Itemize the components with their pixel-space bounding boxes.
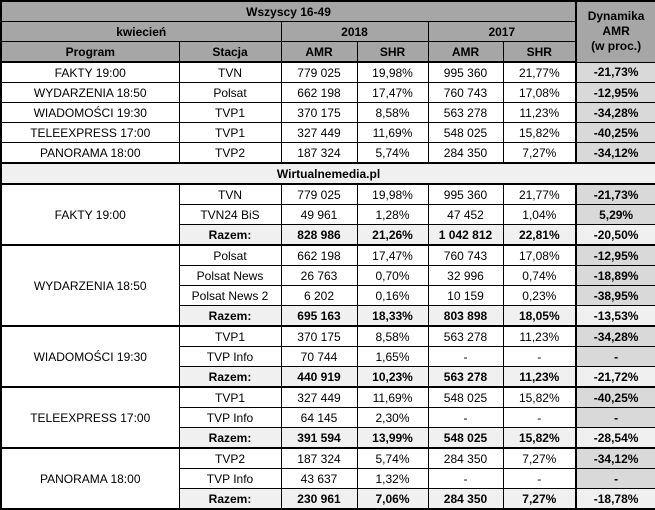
group-row [1,326,655,347]
station-cell: TVN [179,184,281,205]
amr-2018-cell: 779 025 [281,62,357,83]
shr-2017-cell: 11,23% [503,326,576,347]
amr-2017-cell: 47 452 [428,205,503,225]
station-cell: Polsat News [179,266,281,286]
amr-2017-cell: 284 350 [428,143,503,164]
amr-2017-cell: 563 278 [428,367,503,388]
dynamics-cell: -21,72% [576,367,655,388]
amr-2017-cell: 760 743 [428,83,503,103]
dynamics-cell: - [576,347,655,367]
station-cell: TVP2 [179,448,281,469]
program-cell: PANORAMA 18:00 [1,143,179,164]
amr-2017-cell: 563 278 [428,326,503,347]
dynamics-cell: - [576,408,655,428]
dynamics-cell: -18,89% [576,266,655,286]
station-cell: TVP1 [179,103,281,123]
dynamics-cell: -12,95% [576,245,655,266]
shr-2017-cell: 17,08% [503,83,576,103]
amr-2017-cell: - [428,469,503,489]
dynamics-cell: -34,28% [576,103,655,123]
shr-2017-cell: 0,74% [503,266,576,286]
amr-2017-cell: 995 360 [428,62,503,83]
brand-label: Wirtualnemedia.pl [1,163,655,184]
shr-2018-cell: 8,58% [357,103,428,123]
amr-2018-cell: 662 198 [281,245,357,266]
amr-2018-cell: 43 637 [281,469,357,489]
dynamics-cell: -18,78% [576,489,655,510]
amr-2018-cell: 49 961 [281,205,357,225]
shr-2017-cell: 15,82% [503,123,576,143]
amr-2018-cell: 828 986 [281,225,357,246]
shr-2018-cell: 5,74% [357,143,428,164]
shr-2018-cell: 21,26% [357,225,428,246]
dynamics-header-line1: Dynamika [587,9,645,24]
shr-2017-cell: 15,82% [503,387,576,408]
shr-2017-cell: 7,27% [503,143,576,164]
shr-2018-column-header: SHR [357,42,428,63]
shr-2017-cell: 22,81% [503,225,576,246]
summary-row [1,103,655,123]
amr-2017-cell: - [428,347,503,367]
shr-2017-cell: 21,77% [503,184,576,205]
amr-2017-cell: 995 360 [428,184,503,205]
station-cell: TVP1 [179,123,281,143]
dynamics-cell: -34,12% [576,448,655,469]
amr-2018-cell: 695 163 [281,306,357,327]
header-row-period [1,22,655,42]
shr-2018-cell: 19,98% [357,184,428,205]
shr-2017-cell: - [503,347,576,367]
station-column-header: Stacja [179,42,281,63]
amr-2017-cell: 1 042 812 [428,225,503,246]
station-cell: TVP Info [179,469,281,489]
shr-2017-cell: 7,27% [503,448,576,469]
dynamics-cell: -13,53% [576,306,655,327]
shr-2017-cell: 0,23% [503,286,576,306]
shr-2017-cell: 11,23% [503,367,576,388]
amr-2018-cell: 187 324 [281,448,357,469]
station-cell: TVN [179,62,281,83]
program-cell: FAKTY 19:00 [1,184,179,245]
dynamics-cell: -20,50% [576,225,655,246]
shr-2018-cell: 1,65% [357,347,428,367]
station-cell: TVP Info [179,347,281,367]
dynamics-cell: -40,25% [576,123,655,143]
shr-2017-cell: 21,77% [503,62,576,83]
summary-row [1,143,655,164]
amr-2017-column-header: AMR [428,42,503,63]
summary-row [1,123,655,143]
program-cell: WIADOMOŚCI 19:30 [1,103,179,123]
shr-2017-cell: 17,08% [503,245,576,266]
amr-2017-cell: 803 898 [428,306,503,327]
brand-row [1,163,655,184]
dynamics-cell: -40,25% [576,387,655,408]
total-label-cell: Razem: [179,306,281,327]
dynamics-cell: -21,73% [576,62,655,83]
station-cell: TVP2 [179,143,281,164]
amr-2018-cell: 370 175 [281,103,357,123]
amr-2017-cell: 548 025 [428,387,503,408]
month-header: kwiecień [1,22,281,42]
shr-2018-cell: 17,47% [357,83,428,103]
shr-2018-cell: 11,69% [357,123,428,143]
dynamics-column-header [576,1,655,62]
group-row [1,184,655,205]
shr-2018-cell: 7,06% [357,489,428,510]
amr-2017-cell: 10 159 [428,286,503,306]
shr-2017-cell: 11,23% [503,103,576,123]
program-cell: WYDARZENIA 18:50 [1,83,179,103]
header-row-audience [1,1,655,22]
shr-2017-cell: - [503,408,576,428]
shr-2017-cell: - [503,469,576,489]
program-cell: WIADOMOŚCI 19:30 [1,326,179,387]
shr-2018-cell: 13,99% [357,428,428,449]
dynamics-cell: -38,95% [576,286,655,306]
station-cell: TVP Info [179,408,281,428]
header-row-columns [1,42,655,63]
year-2017-header: 2017 [428,22,576,42]
dynamics-cell: - [576,469,655,489]
shr-2018-cell: 18,33% [357,306,428,327]
amr-2018-cell: 779 025 [281,184,357,205]
total-label-cell: Razem: [179,428,281,449]
shr-2018-cell: 1,32% [357,469,428,489]
shr-2018-cell: 10,23% [357,367,428,388]
station-cell: TVN24 BiS [179,205,281,225]
amr-2018-cell: 440 919 [281,367,357,388]
shr-2018-cell: 19,98% [357,62,428,83]
amr-2017-cell: 548 025 [428,428,503,449]
shr-2018-cell: 8,58% [357,326,428,347]
dynamics-cell: -12,95% [576,83,655,103]
amr-2017-cell: 548 025 [428,123,503,143]
station-cell: TVP1 [179,326,281,347]
amr-2018-cell: 187 324 [281,143,357,164]
amr-2017-cell: 760 743 [428,245,503,266]
amr-2018-cell: 230 961 [281,489,357,510]
program-cell: PANORAMA 18:00 [1,448,179,509]
shr-2018-cell: 0,70% [357,266,428,286]
shr-2018-cell: 11,69% [357,387,428,408]
group-row [1,387,655,408]
shr-2017-cell: 1,04% [503,205,576,225]
program-cell: TELEEXPRESS 17:00 [1,123,179,143]
dynamics-cell: -28,54% [576,428,655,449]
dynamics-cell: -34,28% [576,326,655,347]
group-row [1,448,655,469]
audience-header: Wszyscy 16-49 [1,1,576,22]
amr-2018-cell: 70 744 [281,347,357,367]
program-column-header: Program [1,42,179,63]
amr-2018-cell: 327 449 [281,123,357,143]
dynamics-header-line3: (w proc.) [591,39,642,54]
station-cell: TVP1 [179,387,281,408]
shr-2017-cell: 7,27% [503,489,576,510]
shr-2017-cell: 18,05% [503,306,576,327]
summary-row [1,62,655,83]
group-row [1,245,655,266]
shr-2018-cell: 5,74% [357,448,428,469]
amr-2018-cell: 26 763 [281,266,357,286]
amr-2018-cell: 6 202 [281,286,357,306]
program-cell: FAKTY 19:00 [1,62,179,83]
amr-2017-cell: - [428,408,503,428]
shr-2018-cell: 1,28% [357,205,428,225]
amr-2018-cell: 327 449 [281,387,357,408]
year-2018-header: 2018 [281,22,428,42]
total-label-cell: Razem: [179,367,281,388]
amr-2018-cell: 370 175 [281,326,357,347]
shr-2018-cell: 2,30% [357,408,428,428]
amr-2017-cell: 284 350 [428,489,503,510]
dynamics-header-line2: AMR [602,24,630,39]
shr-2018-cell: 0,16% [357,286,428,306]
shr-2017-column-header: SHR [503,42,576,63]
dynamics-cell: -21,73% [576,184,655,205]
amr-2017-cell: 563 278 [428,103,503,123]
station-cell: Polsat [179,245,281,266]
amr-2018-column-header: AMR [281,42,357,63]
program-cell: WYDARZENIA 18:50 [1,245,179,326]
station-cell: Polsat [179,83,281,103]
shr-2018-cell: 17,47% [357,245,428,266]
total-label-cell: Razem: [179,225,281,246]
table-body [1,62,655,509]
summary-row [1,83,655,103]
station-cell: Polsat News 2 [179,286,281,306]
dynamics-cell: 5,29% [576,205,655,225]
amr-2017-cell: 284 350 [428,448,503,469]
amr-2018-cell: 64 145 [281,408,357,428]
program-cell: TELEEXPRESS 17:00 [1,387,179,448]
amr-2017-cell: 32 996 [428,266,503,286]
dynamics-cell: -34,12% [576,143,655,164]
total-label-cell: Razem: [179,489,281,510]
amr-2018-cell: 662 198 [281,83,357,103]
amr-2018-cell: 391 594 [281,428,357,449]
shr-2017-cell: 15,82% [503,428,576,449]
